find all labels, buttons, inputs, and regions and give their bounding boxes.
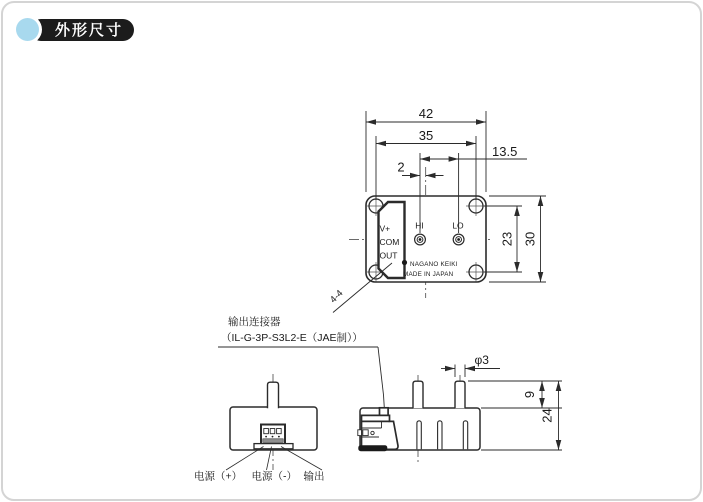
svg-text:13.5: 13.5	[492, 144, 518, 159]
svg-text:2: 2	[397, 159, 405, 175]
pin-label-power-minus: 电源（-）	[251, 470, 297, 483]
dim-pipe-diameter	[441, 353, 500, 377]
terminal-label-vplus: V+	[379, 223, 391, 234]
lo-port-label: LO	[452, 220, 464, 231]
connector-note-line2: （IL-G-3P-S3L2-E（JAE制））	[221, 332, 363, 344]
svg-text:30: 30	[522, 231, 538, 247]
connector-bottom-block	[358, 445, 387, 451]
svg-text:φ3: φ3	[474, 353, 489, 367]
dim-pipe-height	[522, 381, 542, 408]
terminal-label-out: OUT	[379, 250, 398, 261]
connector-leader-line	[218, 347, 385, 411]
side-view	[358, 353, 562, 464]
svg-text:23: 23	[499, 231, 515, 247]
pin-label-output: 输出	[303, 470, 325, 483]
dim-overall-width	[366, 106, 486, 192]
hi-port-label: HI	[415, 220, 424, 231]
dim-overall-height	[489, 196, 546, 282]
brand-name: NAGANO KEIKI	[410, 261, 458, 268]
brand-logo-icon	[402, 260, 407, 265]
terminal-label-com: COM	[379, 237, 400, 247]
connector-base-plate	[254, 444, 293, 449]
svg-text:42: 42	[418, 106, 434, 121]
connector-left-nub	[358, 430, 362, 436]
svg-text:4-4: 4-4	[327, 287, 346, 306]
page-title: 外形尺寸	[54, 21, 123, 39]
pin-label-power-plus: 电源（+）	[194, 470, 243, 483]
made-in-japan: MADE IN JAPAN	[403, 271, 454, 278]
top-view	[328, 106, 546, 313]
svg-text:24: 24	[539, 408, 555, 423]
connector-latch-tab	[380, 408, 389, 416]
svg-text:9: 9	[522, 390, 537, 399]
svg-text:35: 35	[418, 128, 434, 143]
front-pressure-pipe	[268, 382, 279, 408]
connector-note-line1: 输出连接器	[228, 316, 281, 328]
connector-callout	[218, 315, 385, 411]
side-pipe-hi	[413, 381, 423, 408]
front-view	[194, 374, 325, 483]
dim-hole-pitch-y	[484, 206, 522, 272]
side-pipe-lo	[455, 381, 465, 408]
connector-base-bar	[263, 439, 283, 443]
